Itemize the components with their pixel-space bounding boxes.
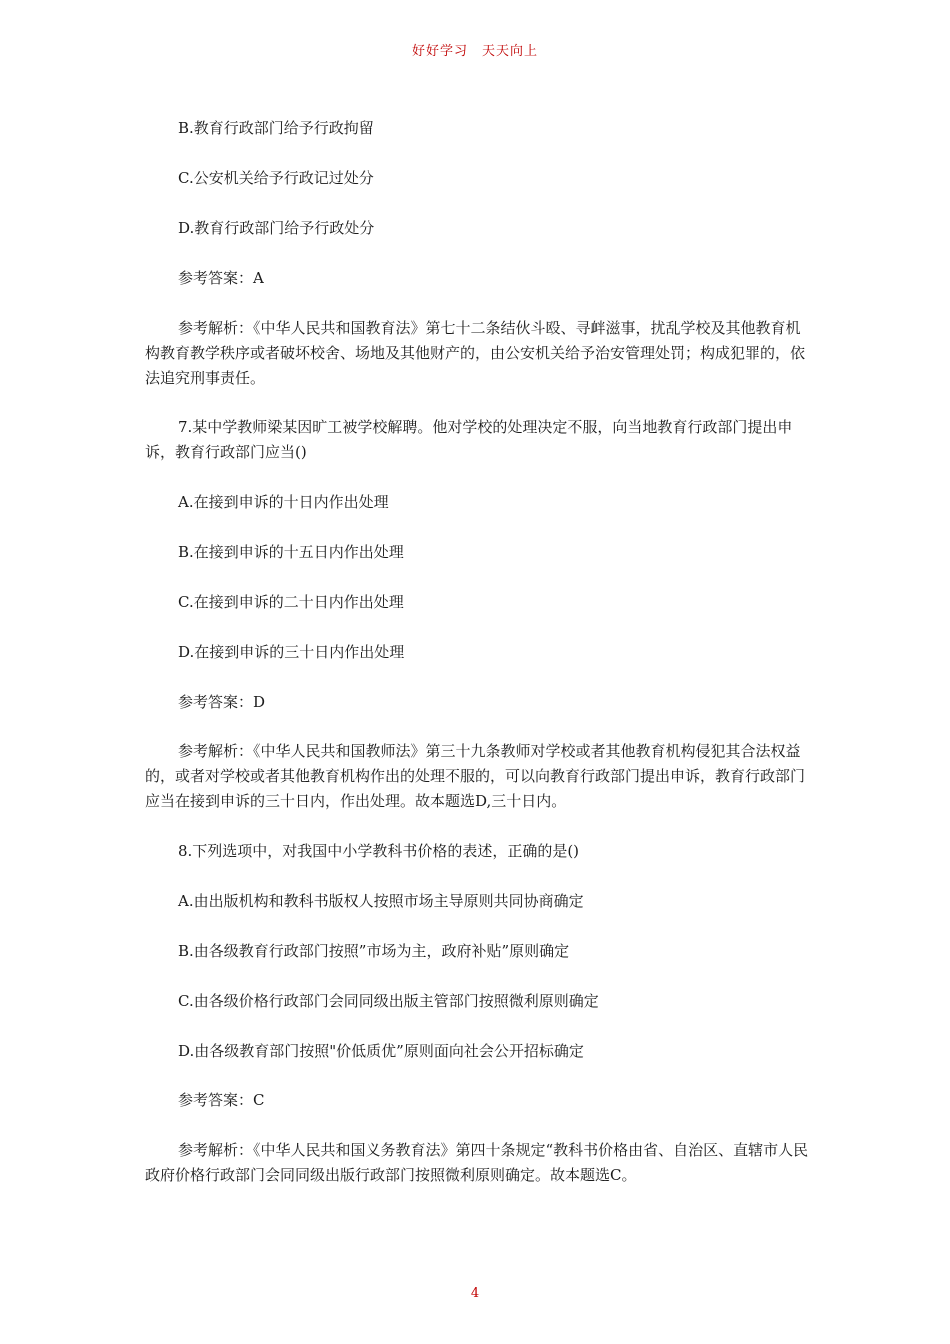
q7-option-b: B.在接到申诉的十五日内作出处理: [178, 543, 404, 561]
q6-analysis: 参考解析：《中华人民共和国教育法》第七十二条结伙斗殴、寻衅滋事，扰乱学校及其他教育机构教育教学秩序或者破坏校舍、场地及其他财产的，由公安机关给予治安管理处罚；构成犯罪的，依法追究刑事责任。: [145, 319, 806, 387]
q8-analysis: 参考解析：《中华人民共和国义务教育法》第四十条规定“教科书价格由省、自治区、直辖市人民政府价格行政部门会同同级出版行政部门按照微利原则确定。故本题选C。: [145, 1141, 809, 1184]
q7-question: 7.某中学教师梁某因旷工被学校解聘。他对学校的处理决定不服，向当地教育行政部门提出申诉，教育行政部门应当(): [145, 418, 793, 461]
q6-option-c: C.公安机关给予行政记过处分: [178, 169, 374, 187]
q7-option-a: A.在接到申诉的十日内作出处理: [178, 493, 389, 511]
q7-answer: 参考答案：D: [178, 693, 266, 711]
q6-answer: 参考答案：A: [178, 269, 264, 287]
q8-option-c: C.由各级价格行政部门会同同级出版主管部门按照微利原则确定: [178, 992, 599, 1010]
q8-option-d: D.由各级教育部门按照"价低质优”原则面向社会公开招标确定: [178, 1042, 584, 1060]
page-header: 好好学习 天天向上: [411, 44, 538, 59]
q8-option-b: B.由各级教育行政部门按照”市场为主，政府补贴”原则确定: [178, 942, 570, 960]
q6-option-b: B.教育行政部门给予行政拘留: [178, 119, 374, 137]
q6-option-d: D.教育行政部门给予行政处分: [178, 219, 375, 237]
q7-analysis: 参考解析：《中华人民共和国教师法》第三十九条教师对学校或者其他教育机构侵犯其合法权益的，或者对学校或者其他教育机构作出的处理不服的，可以向教育行政部门提出申诉，教育行政部门应当在接到申诉的三十日内，作出处理。故本题选D,三十日内。: [145, 742, 806, 810]
q7-option-d: D.在接到申诉的三十日内作出处理: [178, 643, 405, 661]
q8-question: 8.下列选项中，对我国中小学教科书价格的表述，正确的是(): [178, 842, 580, 860]
q8-option-a: A.由出版机构和教科书版权人按照市场主导原则共同协商确定: [178, 892, 584, 910]
q7-option-c: C.在接到申诉的二十日内作出处理: [178, 593, 404, 611]
page-number: 4: [470, 1286, 480, 1301]
q8-answer: 参考答案：C: [178, 1091, 265, 1109]
